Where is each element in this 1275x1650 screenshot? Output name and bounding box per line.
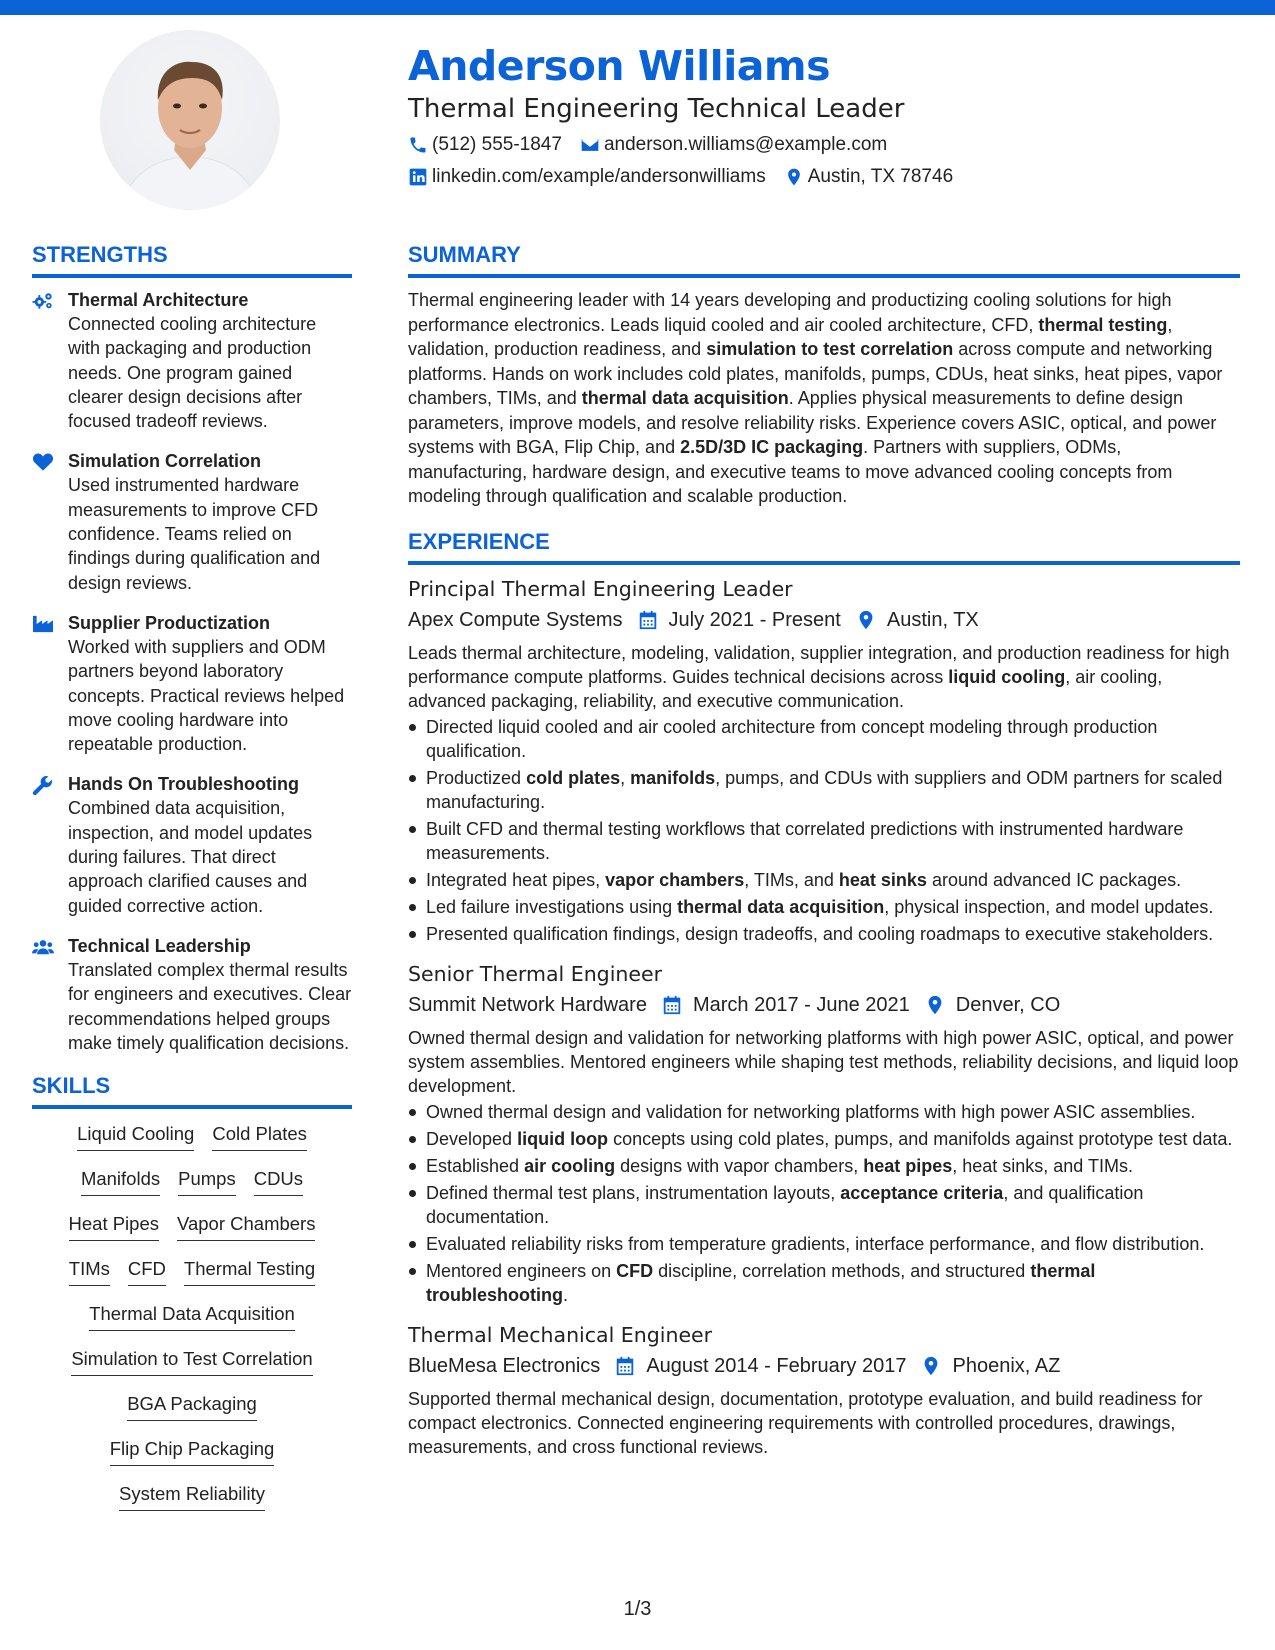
strength-title: Simulation Correlation xyxy=(68,451,262,472)
job-meta xyxy=(408,1351,1240,1381)
bullet-item: Evaluated reliability risks from temperature gradients, interface performance, and flow distribution. xyxy=(408,1232,1240,1256)
skill-tag: TIMs xyxy=(69,1256,110,1286)
bold-keyword: liquid loop xyxy=(517,1128,609,1149)
top-accent-bar xyxy=(0,0,1275,15)
calendar-icon xyxy=(661,994,693,1016)
users-icon xyxy=(32,934,68,1055)
strength-title: Supplier Productization xyxy=(68,612,271,633)
skill-tag: BGA Packaging xyxy=(127,1391,257,1421)
bullet-item: Directed liquid cooled and air cooled architecture from concept modeling through production qualification. xyxy=(408,715,1240,763)
bold-keyword: heat sinks xyxy=(838,869,927,890)
phone-icon xyxy=(408,135,428,155)
bold-keyword: thermal troubleshooting xyxy=(426,1260,1096,1305)
phone-contact xyxy=(408,132,562,158)
strength-item xyxy=(32,934,352,1055)
strength-item xyxy=(32,449,352,594)
skill-tag: CDUs xyxy=(254,1166,303,1196)
skill-tag: Pumps xyxy=(178,1166,236,1196)
strength-description: Connected cooling architecture with packaging and production needs. One program gained clearer design decisions after focused tradeoff reviews. xyxy=(68,314,317,432)
summary-text: Thermal engineering leader with 14 years developing and productizing cooling solutions for high performance electronics. Leads liquid cooled and air cooled architecture, CFD, thermal testing, validation, production readiness, and simulation to test correlation across compute and networking platforms. Hands on work includes cold plates, manifolds, pumps, CDUs, heat sinks, heat pipes, vapor chambers, TIMs, and thermal data acquisition. Applies physical measurements to define design parameters, improve models, and resolve reliability risks. Experience covers ASIC, optical, and power systems with BGA, Flip Chip, and 2.5D/3D IC packaging. Partners with suppliers, ODMs, manufacturing, hardware design, and executive teams to move advanced cooling concepts from modeling through qualification and scalable production. xyxy=(408,290,1223,506)
experience-list xyxy=(408,575,1240,1459)
company-name: Summit Network Hardware xyxy=(408,993,647,1016)
bold-keyword: vapor chambers xyxy=(605,869,745,890)
bold-keyword: CFD xyxy=(616,1260,654,1281)
job-bullets xyxy=(408,1100,1240,1307)
skill-row xyxy=(32,1391,352,1436)
bold-keyword: manifolds xyxy=(630,767,716,788)
job-title: Senior Thermal Engineer xyxy=(408,961,663,986)
page-number: 1/3 xyxy=(623,1598,652,1620)
phone-text: (512) 555-1847 xyxy=(432,134,562,155)
envelope-icon xyxy=(580,135,600,155)
heart-icon xyxy=(32,449,68,594)
map-pin-icon xyxy=(924,994,956,1016)
experience-heading: EXPERIENCE xyxy=(408,527,1240,565)
email-text[interactable]: anderson.williams@example.com xyxy=(603,134,888,155)
candidate-title: Thermal Engineering Technical Leader xyxy=(408,94,905,124)
contact-row-2 xyxy=(408,164,1228,190)
gears-icon xyxy=(32,288,68,433)
job-description: Supported thermal mechanical design, documentation, prototype evaluation, and build readiness for compact electronics. Connected engineering requirements with controlled procedures, drawings, measurements, and cross functional reviews. xyxy=(408,1388,1203,1457)
bold-keyword: air cooling xyxy=(524,1155,616,1176)
skill-row xyxy=(32,1481,352,1526)
left-column xyxy=(32,240,352,1526)
email-contact[interactable] xyxy=(580,132,887,158)
job-description: Owned thermal design and validation for networking platforms with high power ASIC, optical, and power system assemblies. Mentored engineers while shaping test methods, reliability decisions, and liquid loop development. xyxy=(408,1027,1239,1096)
right-column xyxy=(408,240,1240,1473)
strength-description: Used instrumented hardware measurements to improve CFD confidence. Teams relied on findings during qualification and design reviews. xyxy=(68,475,321,593)
strengths-heading: STRENGTHS xyxy=(32,240,352,278)
job-title: Thermal Mechanical Engineer xyxy=(408,1322,713,1347)
skill-row xyxy=(32,1346,352,1391)
bullet-item: Developed liquid loop concepts using cold plates, pumps, and manifolds against prototype test data. xyxy=(408,1127,1240,1151)
bullet-item: Established air cooling designs with vapor chambers, heat pipes, heat sinks, and TIMs. xyxy=(408,1154,1240,1178)
bullet-item: Integrated heat pipes, vapor chambers, TIMs, and heat sinks around advanced IC packages. xyxy=(408,868,1240,892)
person-portrait-icon xyxy=(100,30,280,210)
location-text: Austin, TX 78746 xyxy=(807,166,954,187)
job-entry xyxy=(408,1321,1240,1459)
calendar-icon xyxy=(614,1355,646,1377)
job-entry xyxy=(408,960,1240,1307)
linkedin-contact[interactable] xyxy=(408,164,766,190)
bold-keyword: thermal data acquisition xyxy=(581,388,789,408)
bullet-item: Led failure investigations using thermal data acquisition, physical inspection, and model updates. xyxy=(408,895,1240,919)
bold-keyword: thermal testing xyxy=(1038,314,1168,335)
strength-description: Translated complex thermal results for engineers and executives. Clear recommendations helped groups make timely qualification decisions. xyxy=(68,959,352,1053)
skill-row xyxy=(32,1166,352,1211)
linkedin-icon xyxy=(408,167,428,187)
job-title: Principal Thermal Engineering Leader xyxy=(408,576,793,601)
job-dates: March 2017 - June 2021 xyxy=(661,990,910,1020)
bold-keyword: liquid cooling xyxy=(948,666,1066,687)
bullet-item: Built CFD and thermal testing workflows that correlated predictions with instrumented hardware measurements. xyxy=(408,817,1240,865)
strength-title: Thermal Architecture xyxy=(68,290,249,310)
job-description: Leads thermal architecture, modeling, validation, supplier integration, and production readiness for high performance compute platforms. Guides technical decisions across liquid cooling, air cooling, advanced packaging, reliability, and executive communication. xyxy=(408,642,1230,711)
strength-title: Hands On Troubleshooting xyxy=(68,774,299,795)
bold-keyword: heat pipes xyxy=(863,1155,953,1176)
skill-row xyxy=(32,1436,352,1481)
summary-heading: SUMMARY xyxy=(408,240,1240,278)
job-location: Phoenix, AZ xyxy=(920,1351,1060,1381)
profile-photo xyxy=(100,30,280,210)
industry-icon xyxy=(32,611,68,756)
job-meta xyxy=(408,990,1240,1020)
bold-keyword: thermal data acquisition xyxy=(677,896,885,917)
candidate-name: Anderson Williams xyxy=(408,42,831,90)
map-pin-icon xyxy=(920,1355,952,1377)
strength-title: Technical Leadership xyxy=(68,935,251,956)
bold-keyword: 2.5D/3D IC packaging xyxy=(680,437,864,457)
wrench-icon xyxy=(32,772,68,917)
bullet-item: Owned thermal design and validation for networking platforms with high power ASIC assemblies. xyxy=(408,1100,1240,1124)
job-bullets xyxy=(408,715,1240,946)
strength-item xyxy=(32,772,352,917)
company-name: Apex Compute Systems xyxy=(408,608,623,631)
location-contact xyxy=(784,164,953,190)
skill-tag: System Reliability xyxy=(119,1481,265,1511)
skill-row xyxy=(32,1256,352,1301)
job-location: Denver, CO xyxy=(924,990,1060,1020)
job-entry xyxy=(408,575,1240,946)
job-location: Austin, TX xyxy=(855,605,979,635)
strength-description: Combined data acquisition, inspection, and model updates during failures. That direct approach clarified causes and guided corrective action. xyxy=(68,798,313,916)
job-dates: August 2014 - February 2017 xyxy=(614,1351,906,1381)
skill-tag: Thermal Testing xyxy=(184,1256,315,1286)
strength-description: Worked with suppliers and ODM partners beyond laboratory concepts. Practical reviews helped move cooling hardware into repeatable production. xyxy=(68,636,345,755)
skills-list xyxy=(32,1121,352,1526)
resume-header xyxy=(408,42,1228,190)
map-pin-icon xyxy=(784,167,804,187)
skill-tag: Thermal Data Acquisition xyxy=(89,1301,295,1331)
strength-item xyxy=(32,288,352,433)
bold-keyword: acceptance criteria xyxy=(840,1182,1004,1203)
bullet-item: Defined thermal test plans, instrumentation layouts, acceptance criteria, and qualification documentation. xyxy=(408,1181,1240,1229)
bullet-item: Productized cold plates, manifolds, pumps, and CDUs with suppliers and ODM partners for scaled manufacturing. xyxy=(408,766,1240,814)
skill-tag: Heat Pipes xyxy=(69,1211,160,1241)
skill-tag: Manifolds xyxy=(81,1166,160,1196)
skill-tag: Vapor Chambers xyxy=(177,1211,315,1241)
company-name: BlueMesa Electronics xyxy=(408,1354,601,1377)
skill-tag: Simulation to Test Correlation xyxy=(71,1346,312,1376)
skill-tag: Cold Plates xyxy=(212,1121,307,1151)
skills-heading: SKILLS xyxy=(32,1071,352,1109)
skill-tag: CFD xyxy=(128,1256,166,1286)
skill-tag: Flip Chip Packaging xyxy=(110,1436,275,1466)
skill-row xyxy=(32,1301,352,1346)
job-meta xyxy=(408,605,1240,635)
job-dates: July 2021 - Present xyxy=(637,605,841,635)
bold-keyword: cold plates xyxy=(526,767,621,788)
bold-keyword: simulation to test correlation xyxy=(706,339,954,359)
strengths-list xyxy=(32,288,352,1055)
skill-tag: Liquid Cooling xyxy=(77,1121,194,1151)
map-pin-icon xyxy=(855,609,887,631)
linkedin-text[interactable]: linkedin.com/example/andersonwilliams xyxy=(432,166,766,187)
strength-item xyxy=(32,611,352,756)
skill-row xyxy=(32,1211,352,1256)
skill-row xyxy=(32,1121,352,1166)
bullet-item: Presented qualification findings, design tradeoffs, and cooling roadmaps to executive stakeholders. xyxy=(408,922,1240,946)
bullet-item: Mentored engineers on CFD discipline, correlation methods, and structured thermal troubleshooting. xyxy=(408,1259,1240,1307)
calendar-icon xyxy=(637,609,669,631)
contact-row-1 xyxy=(408,132,1228,158)
